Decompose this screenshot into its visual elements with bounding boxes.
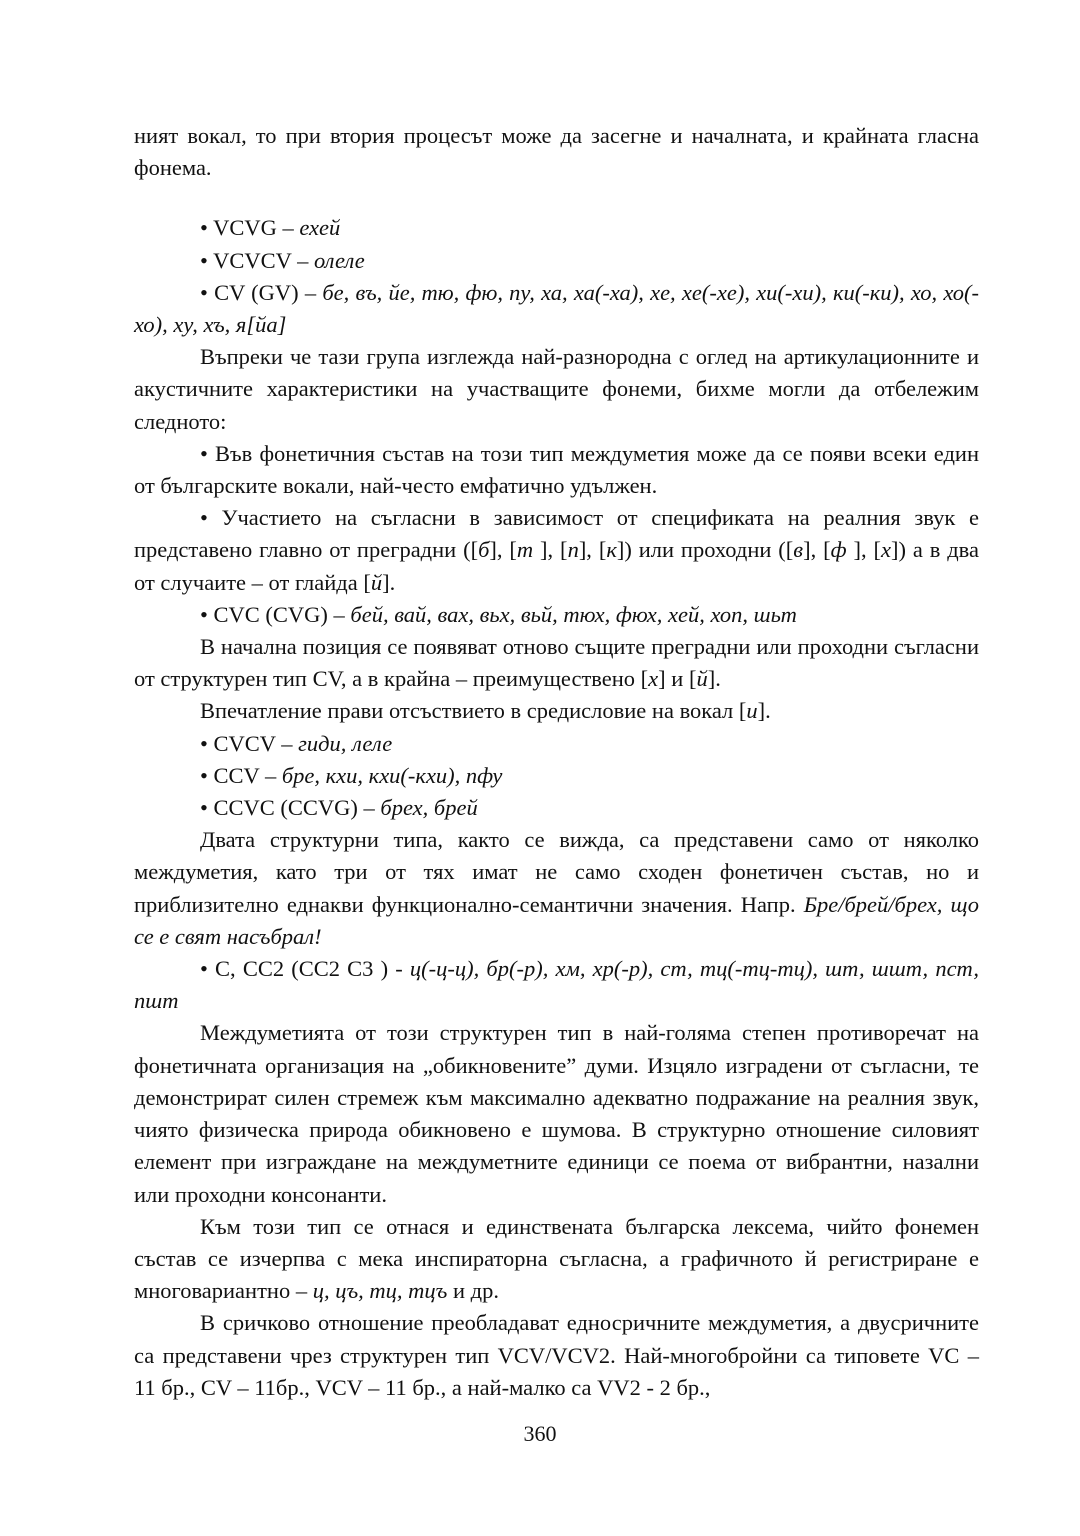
paragraph: Впечатление прави отсъствието в средисловие на вокал [и]. <box>200 698 771 724</box>
paragraph: • CV (GV) – бе, въ, йе, тю, фю, пу, ха, ха(-ха), хе, хе(-хе), хи(-хи), ки(-ки), хо, хо(-хо), ху, хъ, я[йа] <box>134 279 979 338</box>
paragraph: • CVC (CVG) – бей, вай, вах, вьх, вьй, тюх, фюх, хей, хоп, шьт <box>200 601 797 627</box>
page-number: 360 <box>523 1421 557 1446</box>
page-body <box>134 120 979 1404</box>
paragraph: ният вокал, то при втория процесът може да засегне и началната, и крайната гласна фонема. <box>134 123 979 181</box>
paragraph: В начална позиция се появяват отново същите преградни или проходни съгласни от структурен тип CV, а в крайна – преимуществено [х] и [й]. <box>134 634 979 692</box>
paragraph: Към този тип се отнася и единствената българска лексема, чийто фонемен състав се изчерпва с мека инспираторна съгласна, а графичното й регистриране е многовариантно – ц, цъ, тц, тцъ и др. <box>134 1213 979 1304</box>
paragraph: • VCVCV – олеле <box>200 247 365 273</box>
paragraph: • Участието на съгласни в зависимост от спецификата на реалния звук е представено главно от преградни ([б], [т ], [п], [к]) или проходни ([в], [ф ], [х]) а в два от случаите – от глайда [й]. <box>134 505 979 595</box>
paragraph: • VCVG – ехей <box>200 215 341 241</box>
paragraph: • C, CC2 (CC2 C3 ) - ц(-ц-ц), бр(-р), хм, хр(-р), ст, тц(-тц-тц), шт, шшт, пст, пшт <box>134 956 979 1014</box>
paragraph: Двата структурни типа, както се вижда, са представени само от няколко междуметия, като три от тях имат не само сходен фонетичен състав, но и приблизително еднакви функционално-семантични значения. Напр. Бре/брей/брех, що се е свят насъбрал! <box>134 827 979 949</box>
paragraph: В сричково отношение преобладават едносричните междуметия, а двусричните са представени чрез структурен тип VCV/VCV2. Най-многобройни са типовете VC – 11 бр., CV – 11бр., VCV – 11 бр., а най-малко са VV2 - 2 бр., <box>134 1310 979 1400</box>
paragraph: Въпреки че тази група изглежда най-разнородна с оглед на артикулационните и акустичните характеристики на участващите фонеми, бихме могли да отбележим следното: <box>134 344 979 434</box>
paragraph-gap <box>134 184 979 212</box>
paragraph: • Във фонетичния състав на този тип междуметия може да се появи всеки един от българските вокали, най-често емфатично удължен. <box>134 440 979 499</box>
paragraph: • CCV – бре, кхи, кхи(-кхи), пфу <box>200 762 503 788</box>
paragraph: Междуметията от този структурен тип в най-голяма степен противоречат на фонетичната организация на „обикновените” думи. Изцяло изградени от съгласни, те демонстрират силен стремеж към максимално адекватно подражание на реалния звук, чиято физическа природа обикновено е шумова. В структурно отношение силовият елемент при изграждане на междуметните единици се поема от вибрантни, назални или проходни консонанти. <box>134 1020 979 1207</box>
paragraph: • CVCV – гиди, леле <box>200 730 393 756</box>
paragraph: • CCVC (CCVG) – брех, брей <box>200 795 478 821</box>
